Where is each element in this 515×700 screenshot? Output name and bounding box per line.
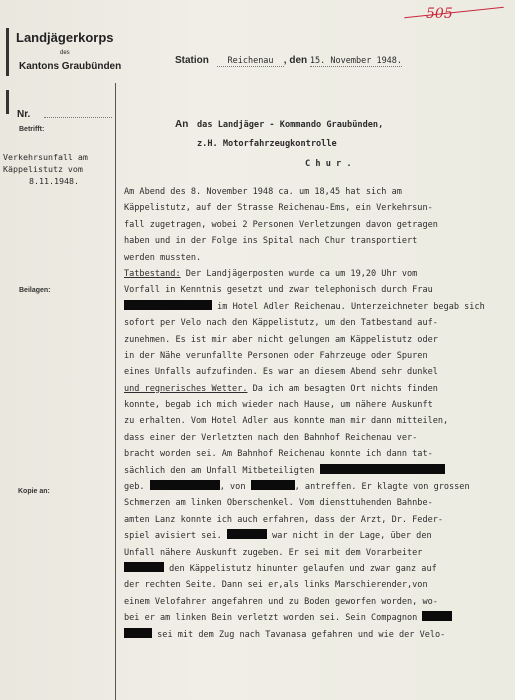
station-value: Reichenau (217, 56, 284, 67)
body-line: amten Lanz konnte ich auch erfahren, dass der Arzt, Dr. Feder- (124, 514, 444, 525)
redaction-block (124, 300, 212, 310)
tatbestand-heading: Tatbestand: (124, 268, 181, 279)
body-line: Tatbestand: Der Landjägerposten wurde ca um 19,20 Uhr vom (124, 268, 418, 279)
station-line (175, 55, 402, 66)
subject-block (3, 151, 88, 187)
body-line: Am Abend des 8. November 1948 ca. um 18,45 hat sich am (124, 187, 402, 197)
margin-bar-mid (6, 90, 9, 114)
margin-bar-top (6, 28, 9, 76)
org-name-line2: des (60, 50, 70, 56)
betreff-label: Betrifft: (19, 126, 45, 133)
redaction-block (124, 628, 152, 638)
kopie-label: Kopie an: (18, 488, 50, 495)
page-stamp-number: 505 (426, 6, 453, 22)
an-label: An (175, 119, 189, 130)
subject-line1: Verkehrsunfall am (3, 152, 88, 162)
redaction-block (320, 464, 445, 474)
body-line: sofort per Velo nach den Käppelistutz, um den Tatbestand auf- (124, 318, 438, 329)
org-name-line3: Kantons Graubünden (19, 61, 122, 72)
body-line: bei er am linken Bein verletzt worden sei. Sein Compagnon (124, 610, 514, 626)
station-label: Station (175, 55, 209, 66)
redaction-block (251, 480, 295, 490)
body-line: Vorfall in Kenntnis gesetzt und zwar telephonisch durch Frau (124, 285, 433, 296)
body-line: sächlich den am Unfall Mitbeteiligten (124, 463, 514, 479)
body-line: der rechten Seite. Dann sei er,als links Marschierender,von (124, 580, 428, 591)
stamp-underline (404, 7, 504, 18)
body-line: bracht worden sei. Am Bahnhof Reichenau konnte ich dann tat- (124, 449, 433, 460)
date-value: 15. November 1948. (309, 56, 403, 66)
org-name-line1: Landjägerkorps (16, 30, 114, 45)
body-line: im Hotel Adler Reichenau. Unterzeichneter begab sich (124, 299, 514, 315)
body-line: einem Velofahrer angefahren und zu Boden geworfen worden, wo- (124, 596, 438, 607)
redaction-block (422, 611, 452, 621)
body-line: spiel avisiert sei. war nicht in der Lage, über den (124, 531, 432, 542)
body-line: fall zugetragen, wobei 2 Personen Verletzungen davon getragen (124, 219, 438, 230)
body-line: eines Unfalls aufzufinden. Es war an diesem Abend sehr dunkel (124, 367, 438, 378)
redaction-block (150, 480, 220, 490)
report-body (124, 184, 514, 643)
body-line: Käppelistutz, auf der Strasse Reichenau-Ems, ein Verkehrsun- (124, 203, 433, 214)
body-line: geb. , von , antreffen. Er klagte von grossen (124, 482, 470, 493)
address-line2: z.H. Motorfahrzeugkontrolle (197, 139, 337, 149)
body-line: Schmerzen am linken Oberschenkel. Vom diensttuhenden Bahnbe- (124, 498, 433, 509)
beilagen-label: Beilagen: (19, 287, 51, 294)
nr-label: Nr. (17, 109, 31, 120)
body-line: dass einer der Verletzten nach den Bahnhof Reichenau ver- (124, 432, 418, 443)
body-line: werden mussten. (124, 252, 202, 263)
redaction-block (124, 562, 164, 572)
body-line: sei mit dem Zug nach Tavanasa gefahren und wie der Velo- (124, 627, 514, 643)
nr-line (44, 117, 112, 118)
margin-divider (115, 83, 116, 700)
address-line3: C h u r . (305, 159, 352, 169)
body-line: haben und in der Folge ins Spital nach Chur transportiert (124, 236, 418, 247)
address-line1: das Landjäger - Kommando Graubünden, (197, 120, 384, 130)
subject-line2: Käppelistutz vom (3, 164, 83, 174)
body-line: zunehmen. Es ist mir aber nicht gelungen am Käppelistutz oder (124, 334, 438, 345)
body-line: in der Nähe verunfallte Personen oder Fahrzeuge oder Spuren (124, 350, 428, 361)
address-block (175, 119, 384, 169)
den-label: , den (283, 55, 308, 66)
subject-line3: 8.11.1948. (29, 176, 79, 186)
body-line: und regnerisches Wetter. Da ich am besagten Ort nichts finden (124, 383, 438, 394)
body-line: den Käppelistutz hinunter gelaufen und zwar ganz auf (124, 561, 514, 577)
body-line: konnte, begab ich mich wieder nach Hause, um nähere Auskunft (124, 400, 433, 411)
redaction-block (227, 529, 267, 539)
body-line: Unfall nähere Auskunft zugeben. Er sei mit dem Vorarbeiter (124, 547, 423, 558)
body-line: zu erhalten. Vom Hotel Adler aus konnte man mir dann mitteilen, (124, 416, 449, 427)
faint-watermark (250, 8, 252, 15)
